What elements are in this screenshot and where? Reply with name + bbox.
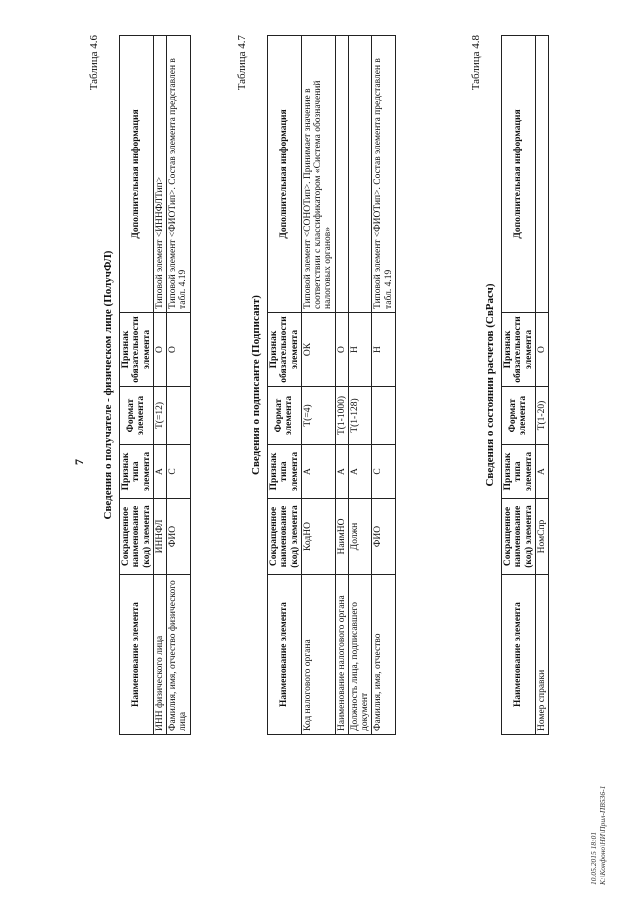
header-cell: Признак типа элемента [120,445,154,499]
table-number: Таблица 4.6 [88,35,100,91]
cell-type: А [348,445,372,499]
header-cell: Признак обязательности элемента [268,313,302,387]
cell-element-name: ИНН физического лица [153,575,166,735]
cell-code: Должн [348,499,372,575]
cell-type: С [372,445,396,499]
cell-code: ФИО [167,499,191,575]
page-number: 7 [72,459,86,465]
header-row [502,36,536,735]
cell-code: КодНО [301,499,335,575]
cell-type: С [167,445,191,499]
header-cell: Признак обязательности элемента [502,313,536,387]
cell-format: Т(=12) [153,387,166,445]
footnote-date: 10.05.2015 18:01 [589,831,598,885]
header-cell: Наименование элемента [120,575,154,735]
cell-format: Т(=4) [301,387,335,445]
header-cell: Признак обязательности элемента [120,313,154,387]
header-cell: Формат элемента [268,387,302,445]
cell-element-name: Номер справки [535,575,548,735]
cell-element-name: Код налогового органа [301,575,335,735]
header-row [120,36,154,735]
footnote-path: К:\Конфоно\НИ\Прил-ПВ536-1 [597,785,607,885]
cell-required: Н [372,313,396,387]
table-4-7 [267,35,396,735]
cell-info: Типовой элемент <ИННФЛТип> [153,36,166,313]
table-title: Сведения о подписанте (Подписант) [250,295,262,475]
cell-required: О [153,313,166,387]
cell-type: А [153,445,166,499]
cell-element-name: Фамилия, имя, отчество [372,575,396,735]
cell-info [535,36,548,313]
cell-format: Т(1-20) [535,387,548,445]
header-cell: Сокращенное наименование (код) элемента [120,499,154,575]
table-row [167,36,191,735]
cell-required: О [335,313,348,387]
header-cell: Дополнительная информация [502,36,536,313]
table-number: Таблица 4.8 [470,35,482,91]
cell-required: Н [348,313,372,387]
cell-code: НаимНО [335,499,348,575]
cell-format [372,387,396,445]
header-cell: Признак типа элемента [268,445,302,499]
table-number: Таблица 4.7 [236,35,248,91]
cell-info: Типовой элемент <ФИОТип>. Состав элемента представлен в табл. 4.19 [372,36,396,313]
cell-code: ФИО [372,499,396,575]
cell-type: А [301,445,335,499]
cell-type: А [335,445,348,499]
cell-format [167,387,191,445]
cell-required: О [167,313,191,387]
header-cell: Дополнительная информация [268,36,302,313]
header-cell: Формат элемента [120,387,154,445]
cell-element-name: Фамилия, имя, отчество физического лица [167,575,191,735]
cell-code: НомСпр [535,499,548,575]
table-4-8 [501,35,549,735]
header-cell: Сокращенное наименование (код) элемента [502,499,536,575]
cell-info [348,36,372,313]
table-4-6 [119,35,191,735]
header-cell: Наименование элемента [268,575,302,735]
cell-required: ОК [301,313,335,387]
header-cell: Признак типа элемента [502,445,536,499]
header-row [268,36,302,735]
table-row [348,36,372,735]
cell-element-name: Наименование налогового органа [335,575,348,735]
cell-format: Т(1-128) [348,387,372,445]
cell-info: Типовой элемент <СОНОТип>. Принимает значение в соответствии с классификатором «Система обозначений налоговых органов» [301,36,335,313]
header-cell: Формат элемента [502,387,536,445]
cell-info [335,36,348,313]
cell-format: Т(1-1000) [335,387,348,445]
table-row [153,36,166,735]
table-row [335,36,348,735]
header-cell: Дополнительная информация [120,36,154,313]
cell-required: О [535,313,548,387]
table-row [301,36,335,735]
cell-element-name: Должность лица, подписавшего документ [348,575,372,735]
header-cell: Сокращенное наименование (код) элемента [268,499,302,575]
cell-code: ИННФЛ [153,499,166,575]
table-row [535,36,548,735]
header-cell: Наименование элемента [502,575,536,735]
footnote [590,786,607,885]
table-row [372,36,396,735]
cell-type: А [535,445,548,499]
cell-info: Типовой элемент <ФИОТип>. Состав элемента представлен в табл. 4.19 [167,36,191,313]
table-title: Сведения о состоянии расчетов (СвРасч) [484,283,496,487]
table-title: Сведения о получателе - физическом лице (ПолучФЛ) [102,250,114,520]
